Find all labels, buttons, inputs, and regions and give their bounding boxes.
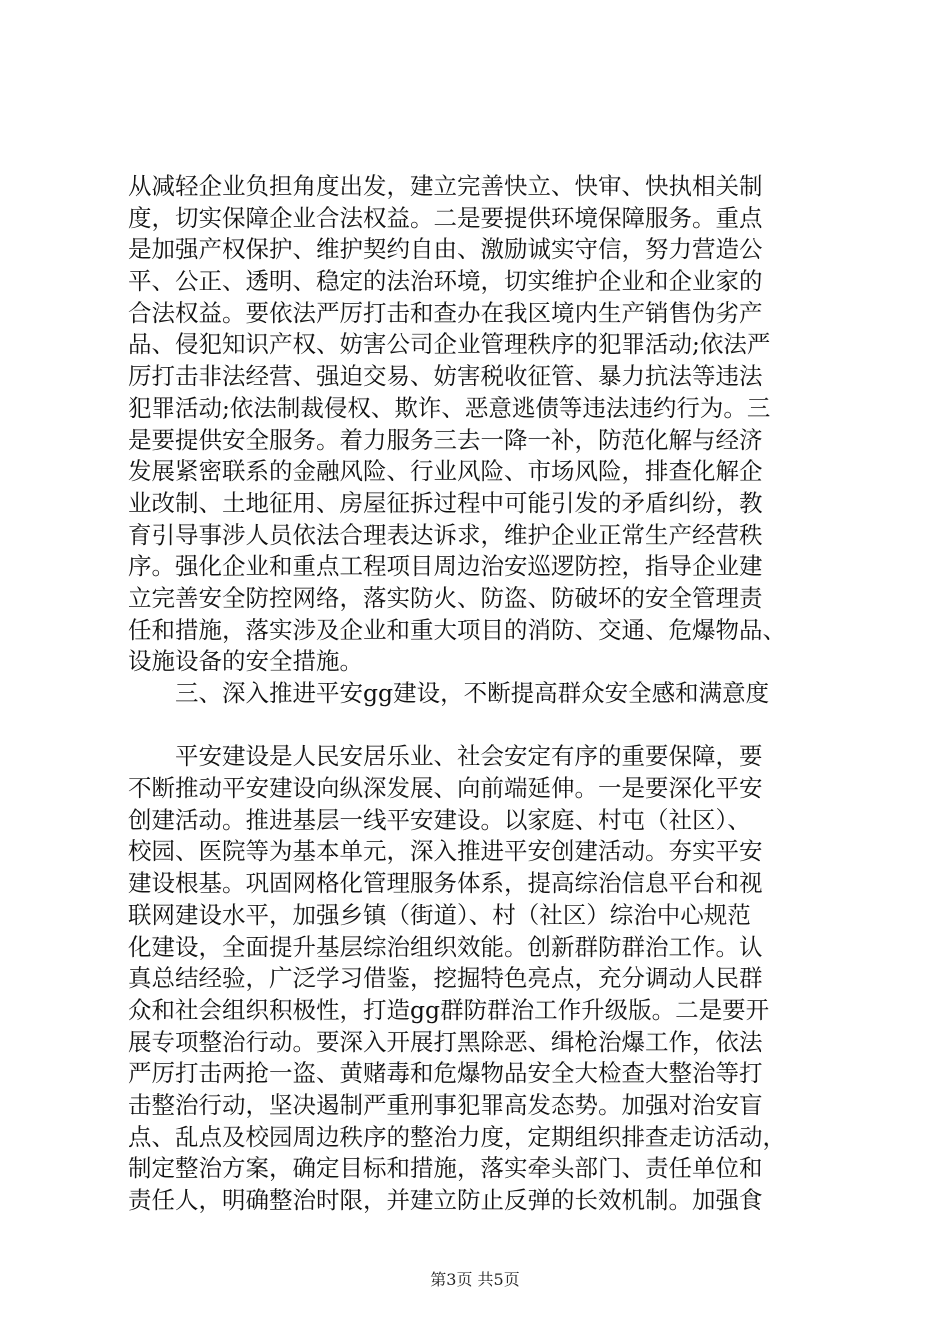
section-heading: 三、深入推进平安gg建设，不断提高群众安全感和满意度 [175,679,770,707]
text-line: 创建活动。推进基层一线平安建设。以家庭、村屯（社区）、 [128,805,751,834]
text-line: 发展紧密联系的金融风险、行业风险、市场风险，排查化解企 [128,457,763,486]
text-line: 育引导事涉人员依法合理表达诉求，维护企业正常生产经营秩 [128,520,763,549]
text-line: 度，切实保障企业合法权益。二是要提供环境保障服务。重点 [128,203,763,232]
text-line: 序。强化企业和重点工程项目周边治安巡逻防控，指导企业建 [128,552,763,581]
blank-line [128,710,840,742]
text-line: 厉打击非法经营、强迫交易、妨害税收征管、暴力抗法等违法 [128,362,763,391]
text-line: 设施设备的安全措施。 [128,647,363,676]
paragraph-section-three [128,741,840,1216]
text-line: 从减轻企业负担角度出发，建立完善快立、快审、快执相关制 [128,172,763,200]
text-line: 化建设，全面提升基层综治组织效能。创新群防群治工作。认 [128,932,763,961]
text-line: 真总结经验，广泛学习借鉴，挖掘特色亮点，充分调动人民群 [128,964,763,993]
text-line: 是加强产权保护、维护契约自由、激励诚实守信，努力营造公 [128,235,763,264]
document-body [128,171,840,1217]
text-line: 业改制、土地征用、房屋征拆过程中可能引发的矛盾纠纷，教 [128,488,763,517]
paragraph-continued [128,171,840,678]
text-line: 平、公正、透明、稳定的法治环境，切实维护企业和企业家的 [128,267,763,296]
text-line: 展专项整治行动。要深入开展打黑除恶、缉枪治爆工作，依法 [128,1027,763,1056]
text-line: 是要提供安全服务。着力服务三去一降一补，防范化解与经济 [128,425,763,454]
text-line: 责任人，明确整治时限，并建立防止反弹的长效机制。加强食 [128,1186,763,1214]
text-line: 不断推动平安建设向纵深发展、向前端延伸。一是要深化平安 [128,774,763,803]
text-line: 众和社会组织积极性，打造gg群防群治工作升级版。二是要开 [128,995,770,1024]
text-line: 合法权益。要依法严厉打击和查办在我区境内生产销售伪劣产 [128,298,763,327]
text-line: 校园、医院等为基本单元，深入推进平安创建活动。夯实平安 [128,837,763,866]
text-line: 严厉打击两抢一盗、黄赌毒和危爆物品安全大检查大整治等打 [128,1059,763,1088]
text-line: 平安建设是人民安居乐业、社会安定有序的重要保障，要 [175,742,763,771]
page-number-footer: 第3页 共5页 [430,1270,520,1289]
text-line: 联网建设水平，加强乡镇（街道）、村（社区）综治中心规范 [128,900,751,929]
text-line: 击整治行动，坚决遏制严重刑事犯罪高发态势。加强对治安盲 [128,1090,763,1119]
text-line: 犯罪活动;依法制裁侵权、欺诈、恶意逃债等违法违约行为。三 [128,393,771,422]
text-line: 建设根基。巩固网格化管理服务体系，提高综治信息平台和视 [128,869,763,898]
text-line: 立完善安全防控网络，落实防火、防盗、防破坏的安全管理责 [128,583,763,612]
text-line: 点、乱点及校园周边秩序的整治力度，定期组织排查走访活动， [128,1122,786,1151]
text-line: 任和措施，落实涉及企业和重大项目的消防、交通、危爆物品、 [128,615,786,644]
text-line: 品、侵犯知识产权、妨害公司企业管理秩序的犯罪活动;依法严 [128,330,771,359]
text-line: 制定整治方案，确定目标和措施，落实牵头部门、责任单位和 [128,1154,763,1183]
